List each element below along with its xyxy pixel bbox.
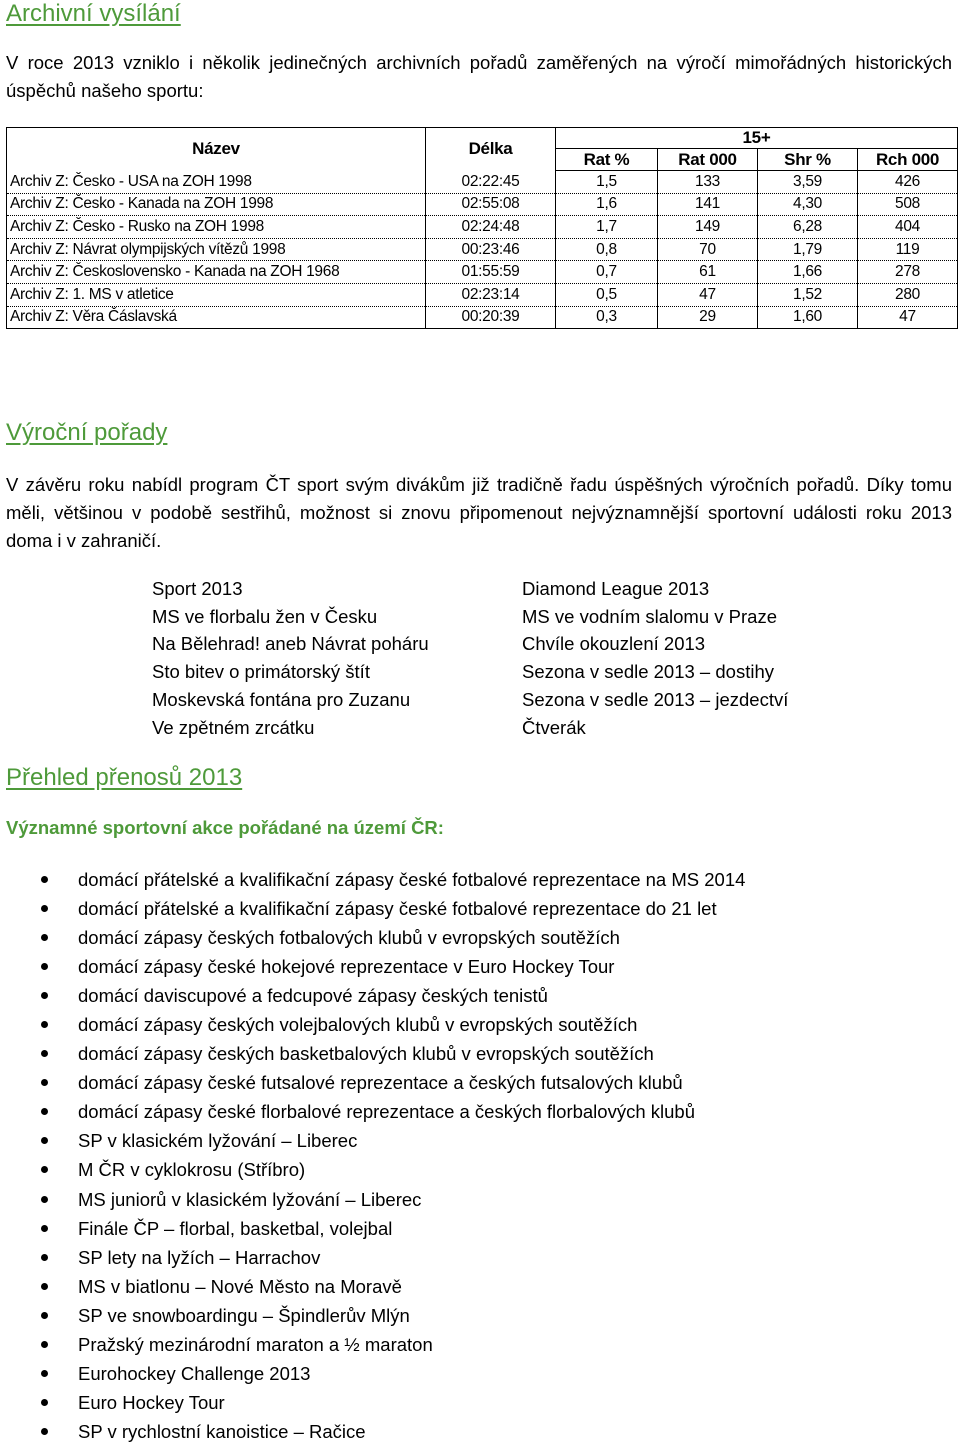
cell-length: 02:24:48 bbox=[426, 216, 556, 239]
bullet-icon bbox=[41, 963, 48, 970]
events-subheading: Významné sportovní akce pořádané na území ČR: bbox=[6, 817, 444, 838]
bullet-icon bbox=[41, 905, 48, 912]
cell-rch-000: 119 bbox=[858, 238, 958, 261]
bullet-icon bbox=[41, 934, 48, 941]
bullet-icon bbox=[41, 1108, 48, 1115]
cell-name: Archiv Z: Česko - Rusko na ZOH 1998 bbox=[7, 216, 426, 239]
bullet-icon bbox=[41, 876, 48, 883]
cell-shr-pct: 1,60 bbox=[758, 306, 858, 329]
program-item: Diamond League 2013 bbox=[522, 578, 710, 599]
cell-shr-pct: 1,79 bbox=[758, 238, 858, 261]
cell-rat-000: 141 bbox=[658, 193, 758, 216]
event-text: Pražský mezinárodní maraton a ½ maraton bbox=[78, 1333, 433, 1355]
table-row bbox=[7, 261, 958, 284]
table-row bbox=[7, 171, 958, 194]
cell-rat-pct: 0,3 bbox=[556, 306, 658, 329]
event-item bbox=[0, 1243, 745, 1272]
cell-shr-pct: 4,30 bbox=[758, 193, 858, 216]
intro-paragraph: V roce 2013 vzniklo i několik jedinečných archivních pořadů zaměřených na výročí mimořádných historických úspěchů našeho sportu: bbox=[6, 52, 952, 101]
bullet-icon bbox=[41, 1283, 48, 1290]
event-item bbox=[0, 1272, 745, 1301]
event-text: Euro Hockey Tour bbox=[78, 1391, 225, 1413]
bullet-icon bbox=[41, 1050, 48, 1057]
cell-rat-pct: 1,6 bbox=[556, 193, 658, 216]
event-text: MS v biatlonu – Nové Město na Moravě bbox=[78, 1275, 402, 1297]
event-text: M ČR v cyklokrosu (Stříbro) bbox=[78, 1159, 306, 1181]
cell-rat-000: 47 bbox=[658, 283, 758, 306]
event-item bbox=[0, 1126, 745, 1155]
program-item: MS ve vodním slalomu v Praze bbox=[522, 605, 777, 627]
event-text: SP ve snowboardingu – Špindlerův Mlýn bbox=[78, 1304, 410, 1326]
cell-shr-pct: 3,59 bbox=[758, 171, 858, 194]
cell-name: Archiv Z: Česko - Kanada na ZOH 1998 bbox=[7, 193, 426, 216]
cell-rat-000: 29 bbox=[658, 306, 758, 329]
table-row bbox=[7, 306, 958, 329]
event-text: SP v rychlostní kanoistice – Račice bbox=[78, 1420, 366, 1442]
event-text: domácí zápasy českých fotbalových klubů v evropských soutěžích bbox=[78, 927, 620, 949]
cell-length: 02:55:08 bbox=[426, 193, 556, 216]
table-row bbox=[7, 238, 958, 261]
bullet-icon bbox=[41, 1312, 48, 1319]
event-text: SP v klasickém lyžování – Liberec bbox=[78, 1130, 358, 1152]
event-item bbox=[0, 1068, 745, 1097]
event-text: domácí zápasy české hokejové reprezentace v Euro Hockey Tour bbox=[78, 956, 615, 978]
bullet-icon bbox=[41, 1079, 48, 1086]
program-item: MS ve florbalu žen v Česku bbox=[152, 605, 378, 627]
event-item bbox=[0, 1388, 745, 1417]
event-text: domácí zápasy českých volejbalových klubů v evropských soutěžích bbox=[78, 1014, 638, 1036]
bullet-icon bbox=[41, 1341, 48, 1348]
event-text: SP lety na lyžích – Harrachov bbox=[78, 1246, 321, 1268]
table-row bbox=[7, 193, 958, 216]
section-title-anniversary: Výroční pořady bbox=[6, 419, 168, 446]
cell-rat-pct: 0,7 bbox=[556, 261, 658, 284]
event-item bbox=[0, 865, 745, 894]
anniversary-paragraph: V závěru roku nabídl program ČT sport svým divákům již tradičně řadu úspěšných výročních pořadů. Díky tomu měli, většinou v podobě sestřihů, možnost si znovu připomenout nejvýznamnější sportovní události roku 2013 doma i v zahraničí. bbox=[6, 474, 952, 551]
program-item: Sezona v sedle 2013 – dostihy bbox=[522, 661, 774, 683]
program-list-left bbox=[152, 575, 429, 741]
table-body bbox=[7, 171, 958, 329]
bullet-icon bbox=[41, 1254, 48, 1261]
event-text: domácí zápasy české futsalové reprezentace a českých futsalových klubů bbox=[78, 1072, 683, 1094]
cell-rat-pct: 0,5 bbox=[556, 283, 658, 306]
event-text: domácí přátelské a kvalifikační zápasy české fotbalové reprezentace na MS 2014 bbox=[78, 869, 746, 890]
cell-rch-000: 426 bbox=[858, 171, 958, 194]
cell-name: Archiv Z: Návrat olympijských vítězů 1998 bbox=[7, 238, 426, 261]
event-text: Finále ČP – florbal, basketbal, volejbal bbox=[78, 1217, 393, 1239]
event-item bbox=[0, 1097, 745, 1126]
event-item bbox=[0, 1359, 745, 1388]
table-row bbox=[7, 283, 958, 306]
event-text: domácí daviscupové a fedcupové zápasy českých tenistů bbox=[78, 985, 548, 1007]
cell-name: Archiv Z: Československo - Kanada na ZOH 1968 bbox=[7, 261, 426, 284]
event-item bbox=[0, 952, 745, 981]
cell-shr-pct: 1,52 bbox=[758, 283, 858, 306]
bullet-icon bbox=[41, 1428, 48, 1435]
event-item bbox=[0, 1214, 745, 1243]
cell-name: Archiv Z: Česko - USA na ZOH 1998 bbox=[7, 171, 426, 194]
event-text: MS juniorů v klasickém lyžování – Liberec bbox=[78, 1188, 422, 1210]
cell-length: 01:55:59 bbox=[426, 261, 556, 284]
event-item bbox=[0, 923, 745, 952]
event-item bbox=[0, 1330, 745, 1359]
bullet-icon bbox=[41, 1399, 48, 1406]
cell-length: 02:22:45 bbox=[426, 171, 556, 194]
cell-rch-000: 280 bbox=[858, 283, 958, 306]
column-header-rat-000: Rat 000 bbox=[658, 149, 758, 171]
bullet-icon bbox=[41, 1370, 48, 1377]
cell-shr-pct: 6,28 bbox=[758, 216, 858, 239]
cell-rat-pct: 1,7 bbox=[556, 216, 658, 239]
bullet-icon bbox=[41, 1166, 48, 1173]
cell-rch-000: 508 bbox=[858, 193, 958, 216]
cell-rat-pct: 0,8 bbox=[556, 238, 658, 261]
program-item: Sto bitev o primátorský štít bbox=[152, 661, 370, 683]
event-item bbox=[0, 1155, 745, 1184]
cell-length: 00:23:46 bbox=[426, 238, 556, 261]
program-item: Na Bělehrad! aneb Návrat poháru bbox=[152, 633, 429, 655]
program-item: Čtverák bbox=[522, 716, 586, 738]
cell-length: 00:20:39 bbox=[426, 306, 556, 329]
cell-name: Archiv Z: Věra Čáslavská bbox=[7, 306, 426, 329]
cell-name: Archiv Z: 1. MS v atletice bbox=[7, 283, 426, 306]
cell-shr-pct: 1,66 bbox=[758, 261, 858, 284]
program-item: Sezona v sedle 2013 – jezdectví bbox=[522, 688, 789, 710]
bullet-icon bbox=[41, 1021, 48, 1028]
events-list bbox=[0, 865, 745, 1446]
cell-rat-000: 61 bbox=[658, 261, 758, 284]
column-header-rch-000: Rch 000 bbox=[858, 149, 958, 171]
bullet-icon bbox=[41, 1196, 48, 1203]
event-item bbox=[0, 1010, 745, 1039]
cell-rat-000: 149 bbox=[658, 216, 758, 239]
column-header-length: Délka bbox=[426, 128, 556, 171]
event-text: domácí přátelské a kvalifikační zápasy české fotbalové reprezentace do 21 let bbox=[78, 898, 717, 920]
bullet-icon bbox=[41, 1225, 48, 1232]
column-group-header: 15+ bbox=[556, 128, 958, 149]
archive-ratings-table bbox=[6, 127, 958, 329]
cell-rat-pct: 1,5 bbox=[556, 171, 658, 194]
cell-rat-000: 70 bbox=[658, 238, 758, 261]
program-item: Ve zpětném zrcátku bbox=[152, 716, 315, 738]
event-item bbox=[0, 1039, 745, 1068]
bullet-icon bbox=[41, 992, 48, 999]
event-item bbox=[0, 1417, 745, 1446]
section-title-broadcasts: Přehled přenosů 2013 bbox=[6, 764, 243, 791]
cell-rch-000: 278 bbox=[858, 261, 958, 284]
event-text: domácí zápasy české florbalové reprezentace a českých florbalových klubů bbox=[78, 1101, 695, 1123]
cell-rch-000: 404 bbox=[858, 216, 958, 239]
section-title-archive: Archivní vysílání bbox=[6, 0, 181, 27]
event-item bbox=[0, 981, 745, 1010]
column-header-name: Název bbox=[7, 128, 426, 171]
event-item bbox=[0, 894, 745, 923]
column-header-shr-pct: Shr % bbox=[758, 149, 858, 171]
event-text: Eurohockey Challenge 2013 bbox=[78, 1362, 311, 1384]
program-item: Moskevská fontána pro Zuzanu bbox=[152, 688, 411, 710]
event-item bbox=[0, 1301, 745, 1330]
bullet-icon bbox=[41, 1137, 48, 1144]
column-header-rat-pct: Rat % bbox=[556, 149, 658, 171]
program-list-right bbox=[522, 575, 788, 741]
event-text: domácí zápasy českých basketbalových klubů v evropských soutěžích bbox=[78, 1043, 654, 1065]
event-item bbox=[0, 1185, 745, 1214]
cell-rch-000: 47 bbox=[858, 306, 958, 329]
program-item: Chvíle okouzlení 2013 bbox=[522, 633, 706, 655]
cell-length: 02:23:14 bbox=[426, 283, 556, 306]
table-row bbox=[7, 216, 958, 239]
program-item: Sport 2013 bbox=[152, 578, 243, 599]
cell-rat-000: 133 bbox=[658, 171, 758, 194]
